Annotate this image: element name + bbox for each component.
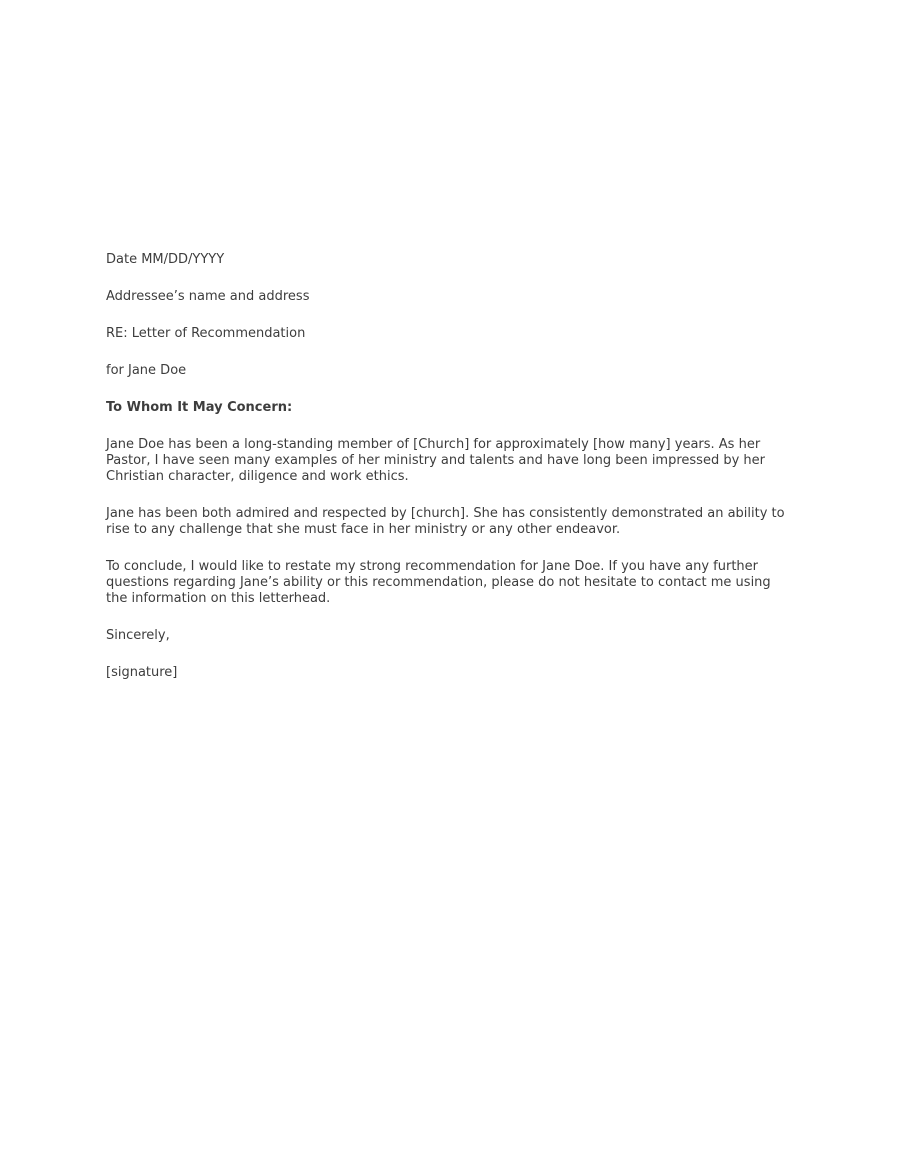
for-line: for Jane Doe (106, 363, 187, 378)
addressee-line: Addressee’s name and address (106, 289, 310, 304)
letter-body (106, 252, 792, 702)
date-line: Date MM/DD/YYYY (106, 252, 225, 267)
salutation: To Whom It May Concern: (106, 400, 293, 415)
signature-placeholder: [signature] (106, 665, 178, 680)
body-paragraph-2: Jane has been both admired and respected by [church]. She has consistently demonstrated an ability to rise to any challenge that she must face in her ministry or any other endeavor. (106, 506, 785, 537)
body-paragraph-1: Jane Doe has been a long-standing member of [Church] for approximately [how many] years. As her Pastor, I have seen many examples of her ministry and talents and have long been impressed by her Christian character, diligence and work ethics. (106, 437, 765, 484)
closing-line: Sincerely, (106, 628, 170, 643)
body-paragraph-3: To conclude, I would like to restate my strong recommendation for Jane Doe. If you have any further questions regarding Jane’s ability or this recommendation, please do not hesitate to contact me using the information on this letterhead. (106, 559, 771, 606)
subject-line: RE: Letter of Recommendation (106, 326, 306, 341)
